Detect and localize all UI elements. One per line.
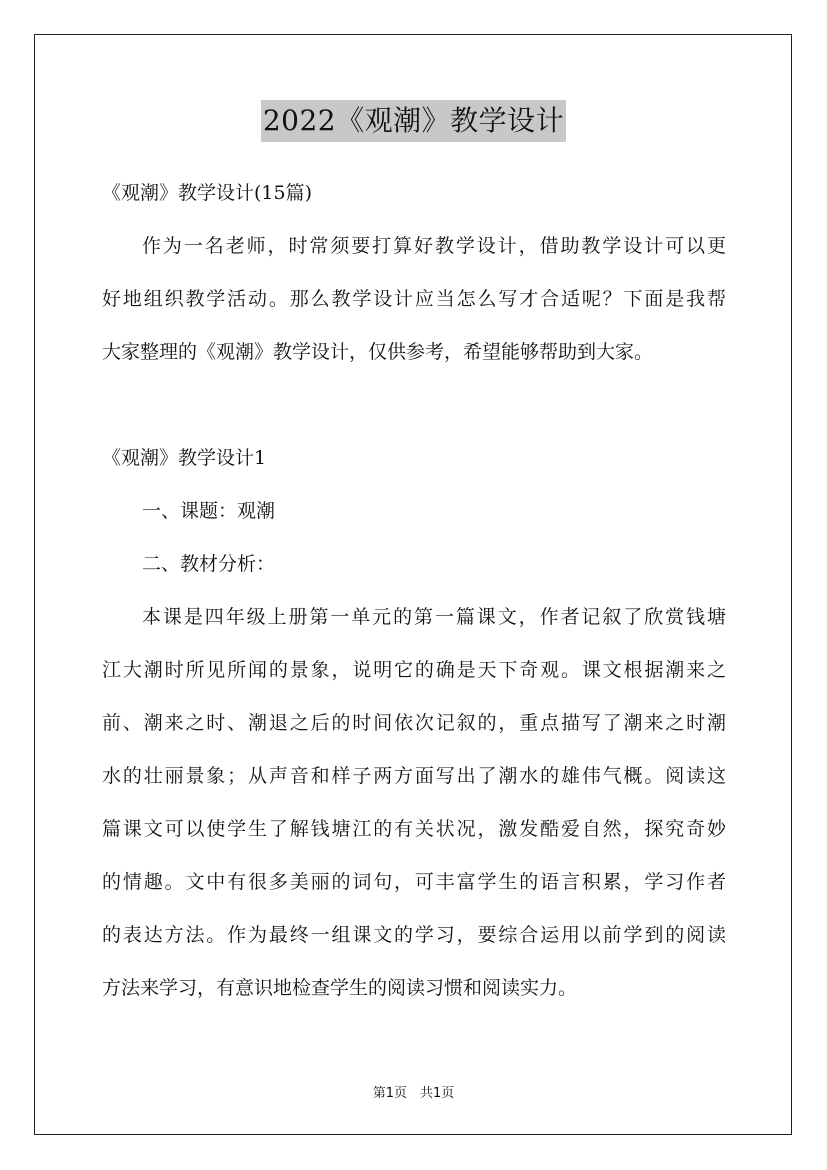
- page-footer: 第1页 共1页: [372, 1086, 455, 1101]
- document-body: [102, 176, 726, 1024]
- body-line: 的情趣。文中有很多美丽的词句，可丰富学生的语言积累，学习作者: [102, 871, 726, 893]
- body-line: 水的壮丽景象；从声音和样子两方面写出了潮水的雄伟气概。阅读这: [102, 765, 726, 787]
- body-line: 江大潮时所见所闻的景象，说明它的确是天下奇观。课文根据潮来之: [102, 659, 726, 681]
- intro-line: 作为一名老师，时常须要打算好教学设计，借助教学设计可以更: [142, 235, 726, 257]
- section-heading: 《观潮》教学设计1: [102, 447, 267, 469]
- body-line: 本课是四年级上册第一单元的第一篇课文，作者记叙了欣赏钱塘: [142, 606, 726, 628]
- title-container: [0, 100, 827, 142]
- body-line: 方法来学习，有意识地检查学生的阅读习惯和阅读实力。: [102, 977, 578, 999]
- document-title: 2022《观潮》教学设计: [261, 100, 566, 142]
- list-item: 一、课题：观潮: [142, 500, 276, 522]
- intro-line: 大家整理的《观潮》教学设计，仅供参考，希望能够帮助到大家。: [102, 341, 654, 363]
- body-line: 的表达方法。作为最终一组课文的学习，要综合运用以前学到的阅读: [102, 924, 726, 946]
- body-line: 前、潮来之时、潮退之后的时间依次记叙的，重点描写了潮来之时潮: [102, 712, 726, 734]
- intro-line: 好地组织教学活动。那么教学设计应当怎么写才合适呢？下面是我帮: [102, 288, 726, 310]
- body-line: 篇课文可以使学生了解钱塘江的有关状况，激发酷爱自然，探究奇妙: [102, 818, 726, 840]
- spacer: [102, 388, 726, 441]
- subtitle: 《观潮》教学设计(15篇): [102, 182, 313, 204]
- list-item: 二、教材分析：: [142, 553, 276, 575]
